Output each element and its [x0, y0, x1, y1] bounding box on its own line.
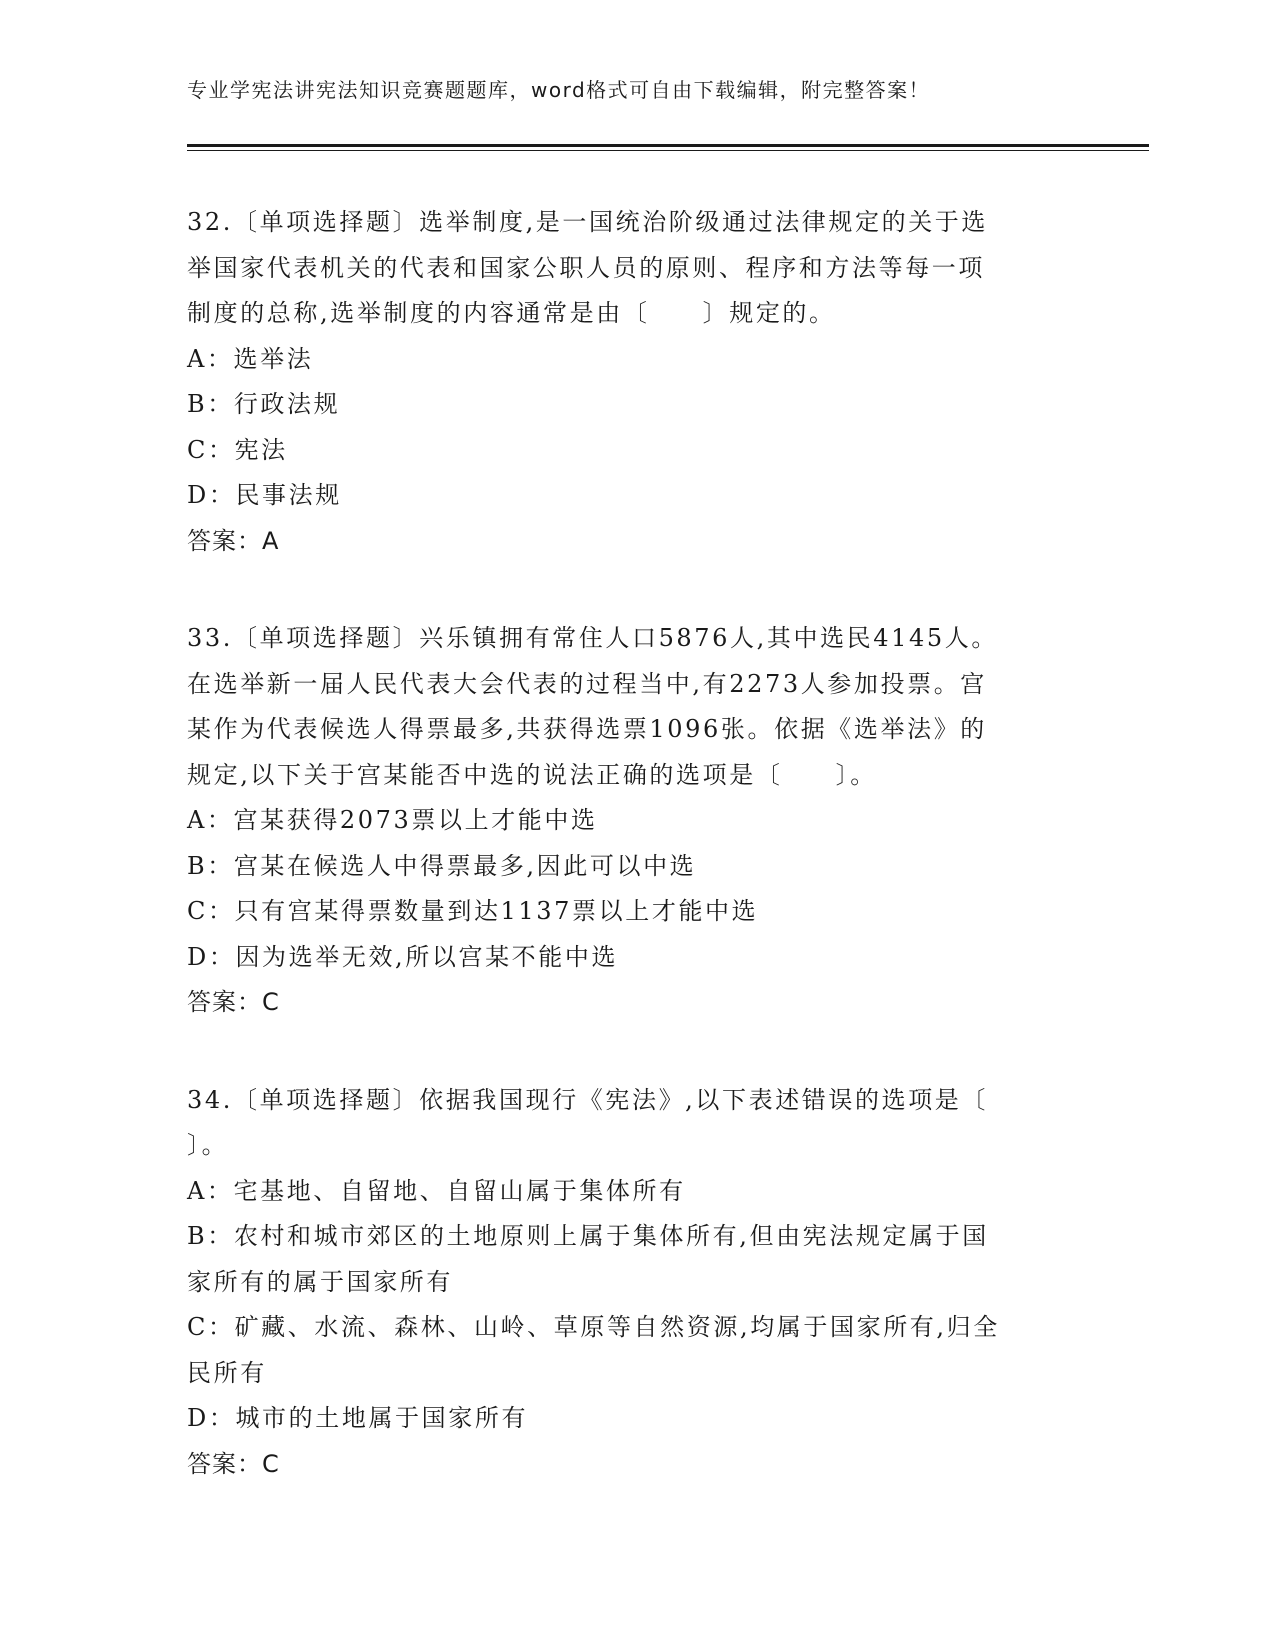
answer: 答案：C	[187, 1449, 280, 1478]
question-stem-line: 在选举新一届人民代表大会代表的过程当中,有2273人参加投票。宫	[187, 669, 987, 698]
option-c: C：宪法	[187, 435, 288, 464]
question-list	[187, 200, 1067, 1539]
option-a: A：选举法	[187, 344, 314, 373]
option-c: C：只有宫某得票数量到达1137票以上才能中选	[187, 897, 759, 925]
question-stem-line: 举国家代表机关的代表和国家公职人员的原则、程序和方法等每一项	[187, 253, 985, 282]
option-b: B：宫某在候选人中得票最多,因此可以中选	[187, 851, 697, 880]
option-d: D：城市的土地属于国家所有	[187, 1404, 529, 1432]
question-stem-line: 32.〔单项选择题〕选举制度,是一国统治阶级通过法律规定的关于选	[187, 208, 988, 236]
option-b: B：行政法规	[187, 390, 341, 418]
option-b: B：农村和城市郊区的土地原则上属于集体所有,但由宪法规定属于国	[187, 1222, 989, 1250]
question-stem-line: 〕。	[187, 1131, 229, 1159]
option-d: D：民事法规	[187, 481, 342, 509]
header-rule-thin	[187, 150, 1149, 151]
option-a: A：宫某获得2073票以上才能中选	[187, 806, 598, 834]
question-34	[187, 1078, 1067, 1488]
answer: 答案：C	[187, 988, 280, 1016]
option-a: A：宅基地、自留地、自留山属于集体所有	[187, 1176, 686, 1205]
question-stem-line: 某作为代表候选人得票最多,共获得选票1096张。依据《选举法》的	[187, 715, 987, 743]
question-stem-line: 34.〔单项选择题〕依据我国现行《宪法》,以下表述错误的选项是〔	[187, 1085, 988, 1114]
header-rule-thick	[187, 144, 1149, 147]
option-b-continued: 家所有的属于国家所有	[187, 1267, 453, 1296]
question-stem-line: 33.〔单项选择题〕兴乐镇拥有常住人口5876人,其中选民4145人。	[187, 624, 998, 652]
question-stem-line: 规定,以下关于宫某能否中选的说法正确的选项是〔 〕。	[187, 760, 877, 789]
question-32	[187, 200, 1067, 564]
answer: 答案：A	[187, 526, 280, 555]
question-33	[187, 616, 1067, 1026]
page-header: 专业学宪法讲宪法知识竞赛题题库，word格式可自由下载编辑，附完整答案！	[187, 78, 931, 102]
question-stem-line: 制度的总称,选举制度的内容通常是由〔 〕规定的。	[187, 299, 836, 327]
option-c-continued: 民所有	[187, 1358, 267, 1387]
option-d: D：因为选举无效,所以宫某不能中选	[187, 942, 619, 971]
option-c: C：矿藏、水流、森林、山岭、草原等自然资源,均属于国家所有,归全	[187, 1313, 1000, 1341]
